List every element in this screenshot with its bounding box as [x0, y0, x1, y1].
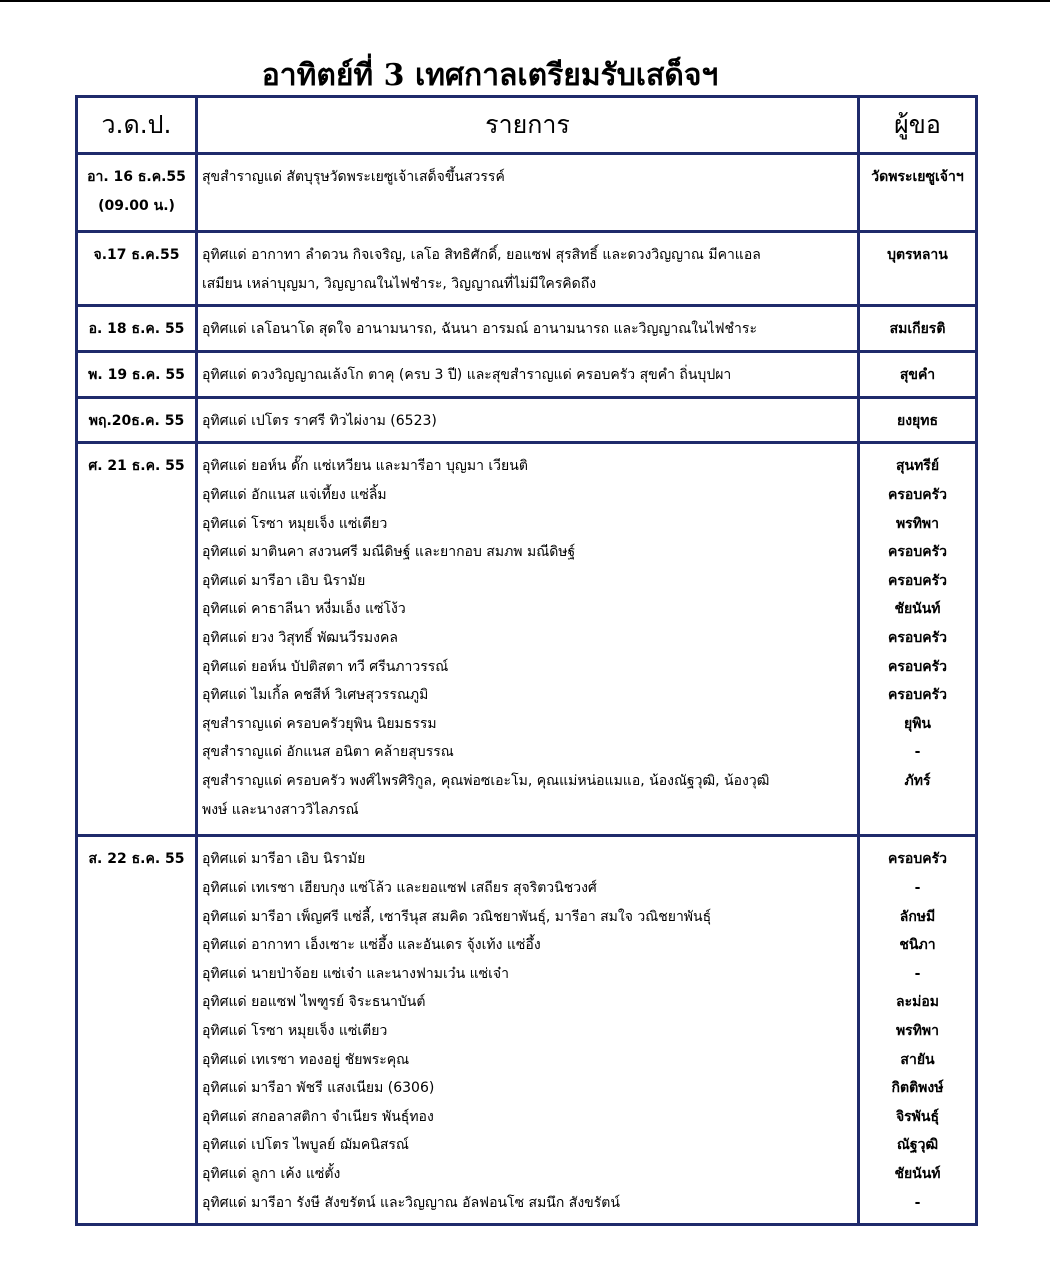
- requester-name: สุขคำ: [899, 366, 936, 383]
- requester-cell: [859, 836, 977, 1225]
- requester-name: ครอบครัว: [888, 544, 947, 561]
- table-header-row: [77, 97, 977, 154]
- items-cell: [197, 397, 859, 443]
- intention-text: อุทิศแด่ คาธาลีนา หงี่มเอ็ง แซ่โง้ว: [202, 601, 406, 618]
- intention-text: อุทิศแด่ อักแนส แจ่เที้ยง แซ่ลิ้ม: [202, 486, 387, 503]
- intention-text: อุทิศแด่ มารีอา เอิบ นิรามัย: [202, 851, 366, 868]
- intention-text: สุขสำราญแด่ ครอบครัว พงศ์ไพรศิริกูล, คุณพ่อซเอะโม, คุณแม่หน่อแมแอ, น้องณัฐวุฒิ, น้องวุฒิ: [202, 772, 770, 789]
- intention-text: อุทิศแด่ เลโอนาโด สุดใจ อานามนารถ, ฉันนา อารมณ์ อานามนารถ และวิญญาณในไฟชำระ: [202, 321, 757, 338]
- items-cell: [197, 443, 859, 836]
- table-row: [77, 306, 977, 352]
- requester-name: -: [914, 879, 921, 896]
- intention-text: อุทิศแด่ เทเรซา เฮียบกุง แซ่โล้ว และยอแซฟ เสถียร สุจริตวนิชวงศ์: [202, 879, 597, 896]
- intention-text: อุทิศแด่ เทเรซา ทองอยู่ ชัยพระคุณ: [202, 1051, 410, 1068]
- requester-name: สุนทรีย์: [895, 458, 940, 475]
- intention-text: อุทิศแด่ มารีอา พัชรี แสงเนียม (6306): [202, 1080, 435, 1097]
- intention-text: อุทิศแด่ ดวงวิญญาณเล้งโก ตาคุ (ครบ 3 ปี) และสุขสำราญแด่ ครอบครัว สุขคำ ถิ่นบุปผา: [202, 366, 732, 383]
- requester-name: ณัฐวุฒิ: [896, 1137, 939, 1154]
- table-row: [77, 397, 977, 443]
- table-row: [77, 443, 977, 836]
- date-text: ศ. 21 ธ.ค. 55: [88, 458, 185, 475]
- requester-name: ครอบครัว: [888, 486, 947, 503]
- intention-text: เสมียน เหล่าบุญมา, วิญญาณในไฟชำระ, วิญญาณที่ไม่มีใครคิดถึง: [202, 275, 597, 292]
- requester-name: จิรพันธุ์: [895, 1108, 940, 1125]
- date-cell: [77, 154, 197, 232]
- requester-name: ครอบครัว: [888, 851, 947, 868]
- table-row: [77, 351, 977, 397]
- intention-text: อุทิศแด่ เปโตร ราศรี ทิวไผ่งาม (6523): [202, 412, 437, 429]
- mass-intentions-table: [75, 95, 978, 1226]
- intention-text: อุทิศแด่ ลูกา เค้ง แซ่ตั้ง: [202, 1165, 341, 1182]
- requester-name: ลักษมี: [899, 908, 936, 925]
- requester-name: ครอบครัว: [888, 572, 947, 589]
- requester-name: ครอบครัว: [888, 629, 947, 646]
- requester-name: บุตรหลาน: [887, 247, 948, 263]
- date-cell: [77, 351, 197, 397]
- intention-text: พงษ์ และนางสาววิไลภรณ์: [202, 801, 359, 818]
- date-cell: [77, 836, 197, 1225]
- date-cell: [77, 443, 197, 836]
- requester-name: ละม่อม: [896, 994, 939, 1011]
- requester-name: -: [914, 744, 921, 761]
- date-text: จ.17 ธ.ค.55: [93, 247, 180, 263]
- date-text: อ. 18 ธ.ค. 55: [88, 321, 185, 338]
- intention-text: สุขสำราญแด่ สัตบุรุษวัดพระเยซูเจ้าเสด็จขึ้นสวรรค์: [202, 169, 505, 185]
- intention-text: สุขสำราญแด่ ครอบครัวยุพิน นิยมธรรม: [202, 715, 437, 732]
- intention-text: อุทิศแด่ สกอลาสติกา จำเนียร พันธุ์ทอง: [202, 1108, 434, 1125]
- requester-cell: [859, 306, 977, 352]
- page-title: อาทิตย์ที่ 3 เทศกาลเตรียมรับเสด็จฯ: [261, 58, 719, 93]
- items-cell: [197, 154, 859, 232]
- intention-text: อุทิศแด่ ยวง วิสุทธิ์ พัฒนวีรมงคล: [202, 629, 398, 646]
- intention-text: อุทิศแด่ ยอแซฟ ไพฑูรย์ จิระธนาบันต์: [202, 994, 426, 1011]
- requester-name: ยงยุทธ: [896, 412, 938, 429]
- requester-name: พรทิพา: [895, 515, 940, 532]
- top-border-line: [0, 0, 1050, 2]
- requester-name: [864, 796, 971, 825]
- intention-text: อุทิศแด่ อากาทา ลำดวน กิจเจริญ, เลโอ สิทธิศักดิ์, ยอแซฟ สุรสิทธิ์ และดวงวิญญาณ มีคาแอล: [202, 247, 761, 263]
- requester-name: -: [914, 965, 921, 982]
- date-text: ส. 22 ธ.ค. 55: [88, 851, 185, 868]
- requester-name: ครอบครัว: [888, 687, 947, 704]
- requester-name: ครอบครัว: [888, 658, 947, 675]
- requester-cell: [859, 351, 977, 397]
- date-text: อา. 16 ธ.ค.55: [87, 169, 186, 185]
- intention-text: อุทิศแด่ อากาทา เอ็งเซาะ แซ่อึ้ง และอันเดร จุ้งเท้ง แซ่อึ้ง: [202, 937, 541, 954]
- intention-text: อุทิศแด่ ยอห์น บัปติสตา ทวี ศรีนภาวรรณ์: [202, 658, 449, 675]
- date-cell: [77, 397, 197, 443]
- header-date: ว.ด.ป.: [77, 97, 197, 154]
- date-text: พ. 19 ธ.ค. 55: [88, 366, 185, 383]
- requester-name: สมเกียรติ: [889, 321, 946, 338]
- intention-text: อุทิศแด่ มารีอา เอิบ นิรามัย: [202, 572, 366, 589]
- header-items: รายการ: [197, 97, 859, 154]
- items-cell: [197, 836, 859, 1225]
- items-cell: [197, 232, 859, 306]
- intention-text: อุทิศแด่ โรซา หมุยเจ็ง แซ่เตียว: [202, 515, 388, 532]
- requester-name: ชนิภา: [899, 937, 936, 954]
- date-text: (09.00 น.): [98, 197, 175, 214]
- requester-name: พรทิพา: [895, 1022, 940, 1039]
- requester-name: กิตติพงษ์: [891, 1080, 944, 1097]
- date-cell: [77, 306, 197, 352]
- date-text: พฤ.20ธ.ค. 55: [88, 412, 185, 429]
- requester-cell: [859, 232, 977, 306]
- intention-text: อุทิศแด่ ไมเกิ้ล คชสีห์ วิเศษสุวรรณภูมิ: [202, 687, 429, 704]
- intention-text: อุทิศแด่ นายป่าจ้อย แซ่เจ๋า และนางฟามเว๋น แซ่เจ๋า: [202, 965, 509, 982]
- intention-text: อุทิศแด่ เปโตร ไพบูลย์ ฌัมคนิสรณ์: [202, 1137, 409, 1154]
- requester-cell: [859, 397, 977, 443]
- intention-text: อุทิศแด่ มารีอา รังษี สังขรัตน์ และวิญญาณ อัลฟอนโซ สมนึก สังขรัตน์: [202, 1194, 620, 1211]
- items-cell: [197, 306, 859, 352]
- table-body: [77, 154, 977, 1225]
- requester-name: วัดพระเยซูเจ้าฯ: [871, 169, 964, 185]
- table-row: [77, 836, 977, 1225]
- requester-cell: [859, 154, 977, 232]
- requester-name: [864, 270, 971, 299]
- intention-text: อุทิศแด่ มารีอา เพ็ญศรี แซ่ลี้, เซารีนุส สมคิด วณิชยาพันธุ์, มารีอา สมใจ วณิชยาพันธุ์: [202, 908, 712, 925]
- intention-text: อุทิศแด่ โรซา หมุยเจ็ง แซ่เตียว: [202, 1022, 388, 1039]
- requester-cell: [859, 443, 977, 836]
- requester-name: ชัยนันท์: [894, 1165, 941, 1182]
- intention-text: อุทิศแด่ มาตินคา สงวนศรี มณีดิษฐ์ และยากอบ สมภพ มณีดิษฐ์: [202, 544, 576, 561]
- intention-text: อุทิศแด่ ยอห์น ดั๊ก แซ่เหวียน และมารีอา บุญมา เวียนติ: [202, 458, 528, 475]
- requester-name: -: [914, 1194, 921, 1211]
- table-row: [77, 154, 977, 232]
- intention-text: สุขสำราญแด่ อักแนส อนิตา คล้ายสุบรรณ: [202, 744, 454, 761]
- requester-name: ชัยนันท์: [894, 601, 941, 618]
- header-requester: ผู้ขอ: [859, 97, 977, 154]
- date-cell: [77, 232, 197, 306]
- table-row: [77, 232, 977, 306]
- requester-name: ภัทร์: [904, 772, 931, 789]
- requester-name: ยุพิน: [903, 715, 931, 732]
- requester-name: สายัน: [900, 1051, 935, 1068]
- items-cell: [197, 351, 859, 397]
